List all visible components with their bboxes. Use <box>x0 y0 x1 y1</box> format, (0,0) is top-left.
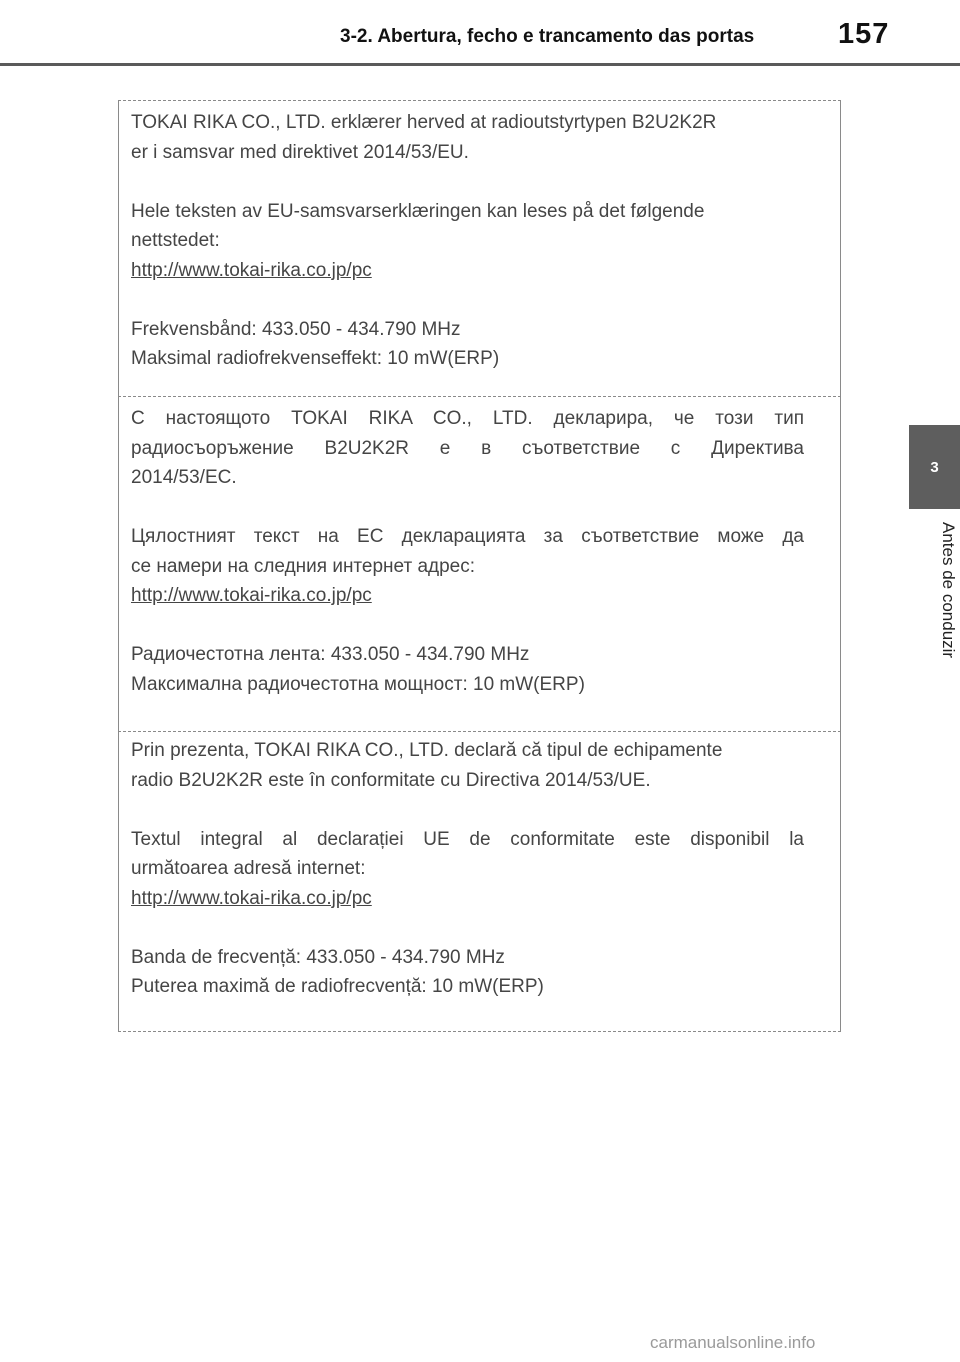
text-line: următoarea adresă internet: <box>131 858 366 879</box>
text-line: Textul integral al declarației UE de conformitate este disponibil la <box>131 828 804 850</box>
text-line: радиосъоръжение B2U2K2R е в съответствие с Директива <box>131 437 804 459</box>
watermark: carmanualsonline.info <box>650 1333 816 1352</box>
chapter-label: Antes de conduzir <box>939 522 958 659</box>
page-number: 157 <box>838 18 890 50</box>
declaration-block-romanian <box>131 736 804 1002</box>
chapter-tab[interactable] <box>909 425 960 509</box>
declaration-block-bulgarian <box>131 404 804 699</box>
declaration-block-norwegian <box>131 108 804 374</box>
text-line: Frekvensbånd: 433.050 - 434.790 MHz <box>131 318 461 340</box>
section-title: 3-2. Abertura, fecho e trancamento das portas <box>340 26 755 47</box>
text-line: Prin prezenta, TOKAI RIKA CO., LTD. declară că tipul de echipamente <box>131 740 723 761</box>
block-divider <box>118 396 841 397</box>
text-line: TOKAI RIKA CO., LTD. erklærer herved at radioutstyrtypen B2U2K2R <box>131 112 717 133</box>
text-line: Puterea maximă de radiofrecvență: 10 mW(ERP) <box>131 976 544 997</box>
declaration-link[interactable]: http://www.tokai-rika.co.jp/pc <box>131 259 372 281</box>
header-divider <box>0 63 960 66</box>
block-divider <box>118 731 841 732</box>
text-line: radio B2U2K2R este în conformitate cu Directiva 2014/53/UE. <box>131 769 651 791</box>
text-line: Maksimal radiofrekvenseffekt: 10 mW(ERP) <box>131 348 500 369</box>
text-line: Hele teksten av EU-samsvarserklæringen kan leses på det følgende <box>131 200 705 222</box>
declaration-link[interactable]: http://www.tokai-rika.co.jp/pc <box>131 887 372 909</box>
text-line: Максимална радиочестотна мощност: 10 mW(ERP) <box>131 673 585 695</box>
text-line: nettstedet: <box>131 230 220 251</box>
text-line: се намери на следния интернет адрес: <box>131 555 476 577</box>
text-line: er i samsvar med direktivet 2014/53/EU. <box>131 141 469 163</box>
text-line: 2014/53/ЕС. <box>131 467 237 488</box>
text-line: Цялостният текст на ЕС декларацията за съответствие може да <box>131 526 804 547</box>
frame-bottom-border <box>118 1031 841 1032</box>
text-line: Banda de frecvență: 433.050 - 434.790 MHz <box>131 946 505 968</box>
text-line: С настоящото TOKAI RIKA CO., LTD. декларира, че този тип <box>131 408 804 429</box>
text-line: Радиочестотна лента: 433.050 - 434.790 MHz <box>131 644 530 665</box>
declaration-link[interactable]: http://www.tokai-rika.co.jp/pc <box>131 585 372 606</box>
frame-top-border <box>118 100 841 101</box>
chapter-number: 3 <box>930 458 939 476</box>
